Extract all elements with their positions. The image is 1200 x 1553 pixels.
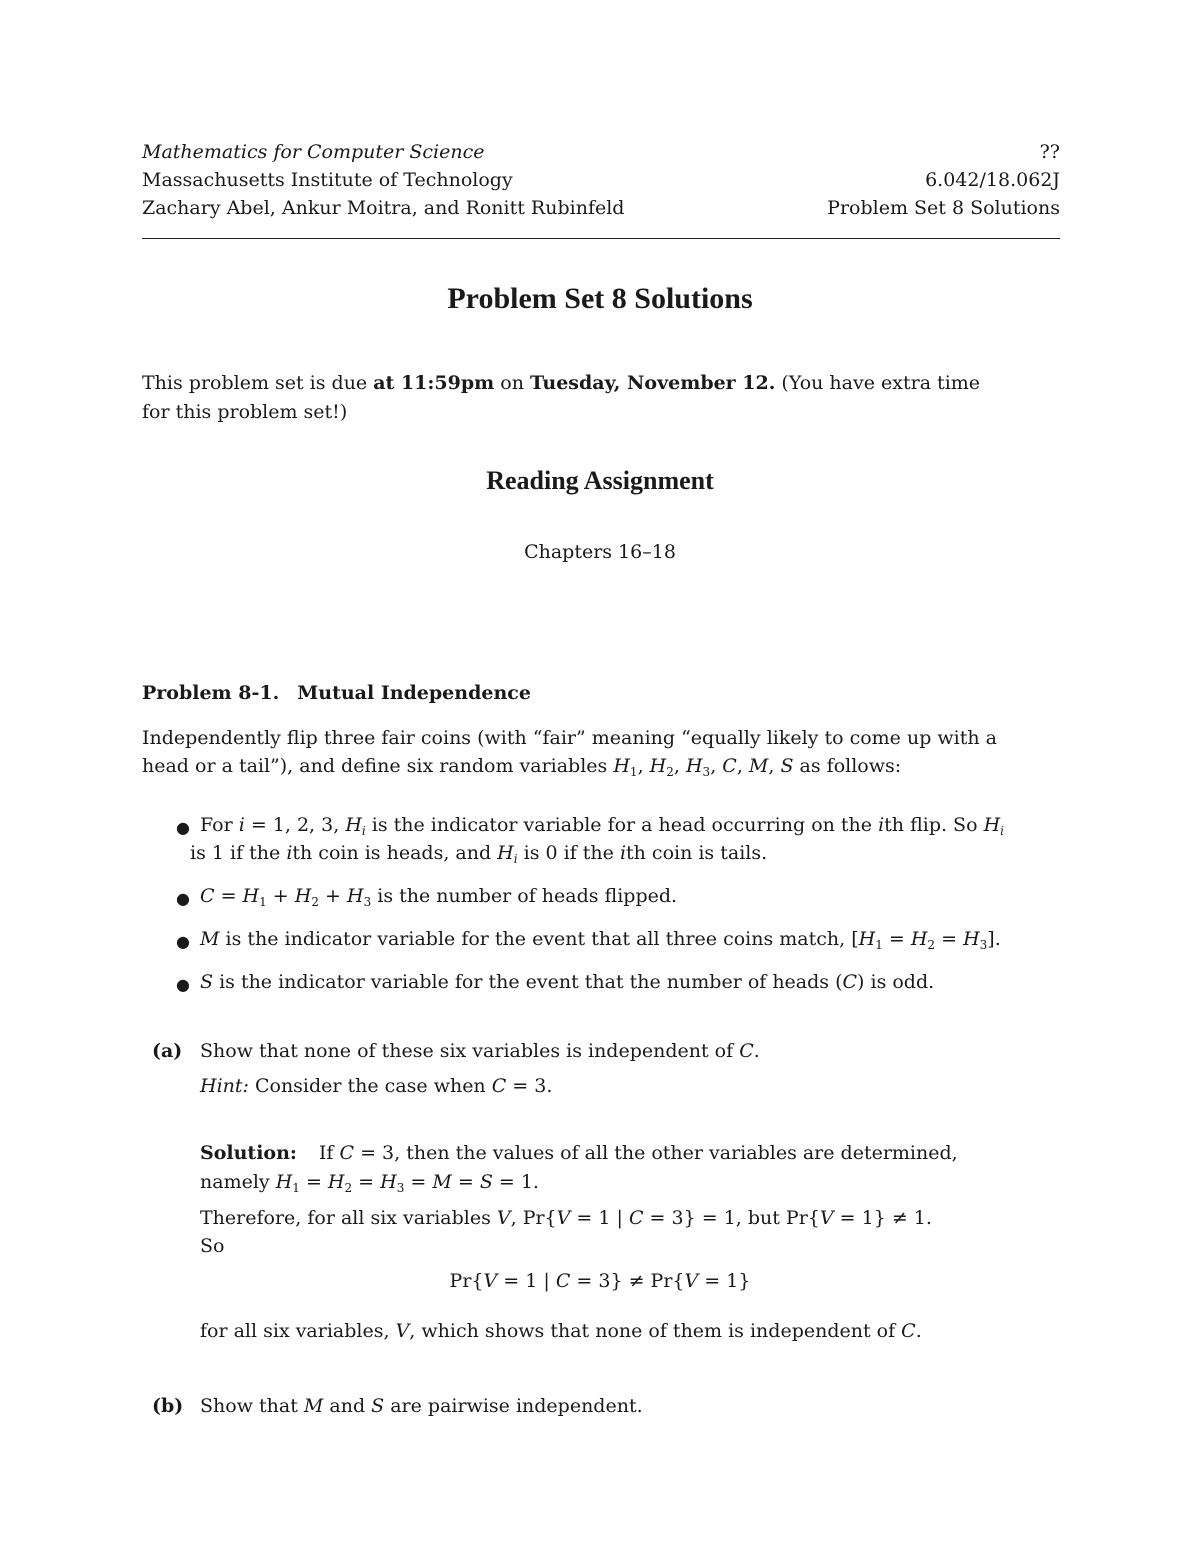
math-symbol: H <box>242 885 260 907</box>
part-a-label: (a) <box>152 1040 183 1062</box>
text: th coin is tails. <box>626 842 768 864</box>
part-b-question <box>200 1395 643 1417</box>
text: . <box>753 1040 760 1062</box>
course-number: 6.042/18.062J <box>925 169 1060 191</box>
math-punct: , <box>768 755 781 777</box>
solution-conclusion <box>200 1320 922 1342</box>
text: Show that <box>200 1395 304 1417</box>
bullet-dot: ● <box>176 975 190 994</box>
math-op: = <box>451 1171 480 1193</box>
math-symbol: H <box>294 885 312 907</box>
math-symbol: S <box>479 1171 493 1193</box>
math-symbol: C <box>555 1270 571 1292</box>
math-subscript: 3 <box>363 895 372 909</box>
text: is 0 if the <box>517 842 620 864</box>
course-name: Mathematics for Computer Science <box>142 141 485 163</box>
math-symbol: C <box>491 1075 507 1097</box>
text: Consider the case when <box>248 1075 492 1097</box>
math-subscript: i <box>361 824 366 838</box>
problem-text-1: Independently flip three fair coins (with “fair” meaning “equally likely to come up with a <box>142 727 997 749</box>
math-op: = <box>352 1171 381 1193</box>
authors: Zachary Abel, Ankur Moitra, and Ronitt Rubinfeld <box>142 197 625 219</box>
intro-text: This problem set is due <box>142 372 374 394</box>
math-symbol: H <box>380 1171 397 1193</box>
math-symbol: C <box>339 1142 355 1164</box>
reading-heading: Reading Assignment <box>486 466 714 495</box>
math-symbol: C <box>628 1207 644 1229</box>
math-op: = <box>882 928 911 950</box>
text: For <box>200 814 239 836</box>
text: = 1. <box>492 1171 539 1193</box>
math-subscript: 1 <box>875 938 883 952</box>
math-symbol: H <box>613 755 630 777</box>
institute: Massachusetts Institute of Technology <box>142 169 513 191</box>
math-subscript: 3 <box>702 765 711 779</box>
math-symbol: H <box>910 928 928 950</box>
bullet-4 <box>200 971 934 993</box>
math-subscript: 2 <box>344 1181 353 1195</box>
math-op: = <box>935 928 964 950</box>
solution-line-3 <box>200 1207 932 1229</box>
math-subscript: 1 <box>629 765 638 779</box>
math-symbol: H <box>327 1171 345 1193</box>
math-subscript: 1 <box>259 895 267 909</box>
math-subscript: i <box>1000 824 1004 838</box>
bullet-dot: ● <box>176 889 190 908</box>
solution-so: So <box>200 1235 225 1257</box>
math-symbol: i <box>238 814 245 836</box>
math-symbol: H <box>497 842 514 864</box>
math-op: + <box>318 885 347 907</box>
math-symbol: H <box>963 928 980 950</box>
problem-heading <box>142 682 531 704</box>
math-punct: , <box>710 755 723 777</box>
math-subscript: 3 <box>979 938 988 952</box>
math-symbol: V <box>819 1207 834 1229</box>
text: = 3, then the values of all the other variables are determined, <box>354 1142 958 1164</box>
solution-line-2 <box>200 1171 539 1193</box>
math-symbol: S <box>200 971 214 993</box>
math-symbol: H <box>858 928 876 950</box>
display-equation <box>0 1270 1200 1292</box>
solution-label: Solution: <box>200 1142 297 1164</box>
problem-name: Mutual Independence <box>297 682 531 704</box>
math-symbol: H <box>275 1171 293 1193</box>
text: is the indicator variable for a head occurring on the <box>365 814 879 836</box>
text: ]. <box>987 928 1001 950</box>
math-punct: , <box>637 755 650 777</box>
math-symbol: i <box>286 842 293 864</box>
text: and <box>323 1395 372 1417</box>
math-symbol: i <box>619 842 627 864</box>
header-mark: ?? <box>1039 141 1060 163</box>
text: for all six variables, <box>200 1320 396 1342</box>
bullet-3 <box>200 928 1001 950</box>
reading-chapters: Chapters 16–18 <box>524 541 676 563</box>
math-text: = 1 | <box>497 1270 556 1292</box>
text: Therefore, for all six variables <box>200 1207 497 1229</box>
math-symbol: H <box>685 755 703 777</box>
text: is the indicator variable for the event that the number of heads ( <box>213 971 843 993</box>
math-op: = <box>404 1171 433 1193</box>
problem-text: as follows: <box>793 755 902 777</box>
text: namely <box>200 1171 276 1193</box>
math-subscript: 2 <box>666 765 674 779</box>
math-subscript: 1 <box>292 1181 300 1195</box>
math-symbol: H <box>983 814 1001 836</box>
math-symbol: C <box>739 1040 754 1062</box>
math-symbol: H <box>345 814 362 836</box>
text: is 1 if the <box>190 842 287 864</box>
text: ) is odd. <box>857 971 935 993</box>
text: is the indicator variable for the event that all three coins match, [ <box>219 928 859 950</box>
bullet-dot: ● <box>176 932 190 951</box>
problem-text-2 <box>142 755 901 777</box>
math-op: + <box>266 885 295 907</box>
part-a-hint <box>200 1075 552 1097</box>
bullet-1-line-2 <box>190 842 767 864</box>
math-symbol: M <box>200 928 220 950</box>
due-time: at 11:59pm <box>373 372 495 394</box>
intro-line-2: for this problem set!) <box>142 401 348 423</box>
text: = 3. <box>506 1075 553 1097</box>
intro-line-1 <box>142 372 980 394</box>
math-symbol: C <box>901 1320 916 1342</box>
doc-label: Problem Set 8 Solutions <box>827 197 1060 219</box>
math-symbol: S <box>371 1395 385 1417</box>
math-symbol: C <box>200 885 215 907</box>
math-symbol: M <box>303 1395 324 1417</box>
text: = 3} = 1, but Pr{ <box>643 1207 820 1229</box>
math-symbol: M <box>432 1171 452 1193</box>
math-symbol: S <box>780 755 794 777</box>
page-title: Problem Set 8 Solutions <box>447 282 753 315</box>
text: , Pr{ <box>510 1207 557 1229</box>
text: th coin is heads, and <box>292 842 498 864</box>
text: If <box>318 1142 340 1164</box>
math-subscript: i <box>513 852 518 866</box>
due-date: Tuesday, November 12. <box>530 372 776 394</box>
text: Show that none of these six variables is independent of <box>200 1040 740 1062</box>
text: th flip. So <box>884 814 984 836</box>
math-symbol: M <box>748 755 769 777</box>
math-subscript: 3 <box>396 1181 405 1195</box>
math-symbol: H <box>346 885 364 907</box>
math-text: = 3} ≠ Pr{ <box>570 1270 685 1292</box>
math-subscript: 2 <box>311 895 319 909</box>
bullet-1-line-1 <box>200 814 1004 836</box>
intro-text: (You have extra time <box>775 372 981 394</box>
math-text: = 1} <box>698 1270 751 1292</box>
math-op: = <box>299 1171 328 1193</box>
problem-label: Problem 8-1. <box>142 682 280 704</box>
math-symbol: i <box>878 814 885 836</box>
intro-text: on <box>494 372 530 394</box>
problem-text: head or a tail”), and define six random variables <box>142 755 614 777</box>
math-subscript: 2 <box>927 938 936 952</box>
header-rule <box>142 238 1060 239</box>
math-symbol: C <box>722 755 737 777</box>
math-punct: , <box>673 755 686 777</box>
bullet-dot: ● <box>176 818 190 837</box>
text: = 1} ≠ 1. <box>833 1207 932 1229</box>
text: = 1 | <box>570 1207 629 1229</box>
math-symbol: V <box>496 1207 511 1229</box>
part-a-question <box>200 1040 760 1062</box>
math-symbol: V <box>395 1320 410 1342</box>
math-symbol: V <box>556 1207 571 1229</box>
math-symbol: H <box>649 755 667 777</box>
text: is the number of heads flipped. <box>371 885 678 907</box>
part-b-label: (b) <box>152 1395 184 1417</box>
solution-line-1 <box>200 1142 958 1164</box>
math-punct: , <box>736 755 749 777</box>
text: are pairwise independent. <box>384 1395 643 1417</box>
math-symbol: V <box>483 1270 498 1292</box>
math-op: = <box>214 885 243 907</box>
text: . <box>915 1320 922 1342</box>
math-text: Pr{ <box>449 1270 484 1292</box>
text: , which shows that none of them is independent of <box>409 1320 902 1342</box>
math-symbol: V <box>684 1270 699 1292</box>
bullet-2 <box>200 885 677 907</box>
text: = 1, 2, 3, <box>244 814 346 836</box>
math-symbol: C <box>842 971 858 993</box>
hint-label: Hint: <box>200 1075 249 1097</box>
